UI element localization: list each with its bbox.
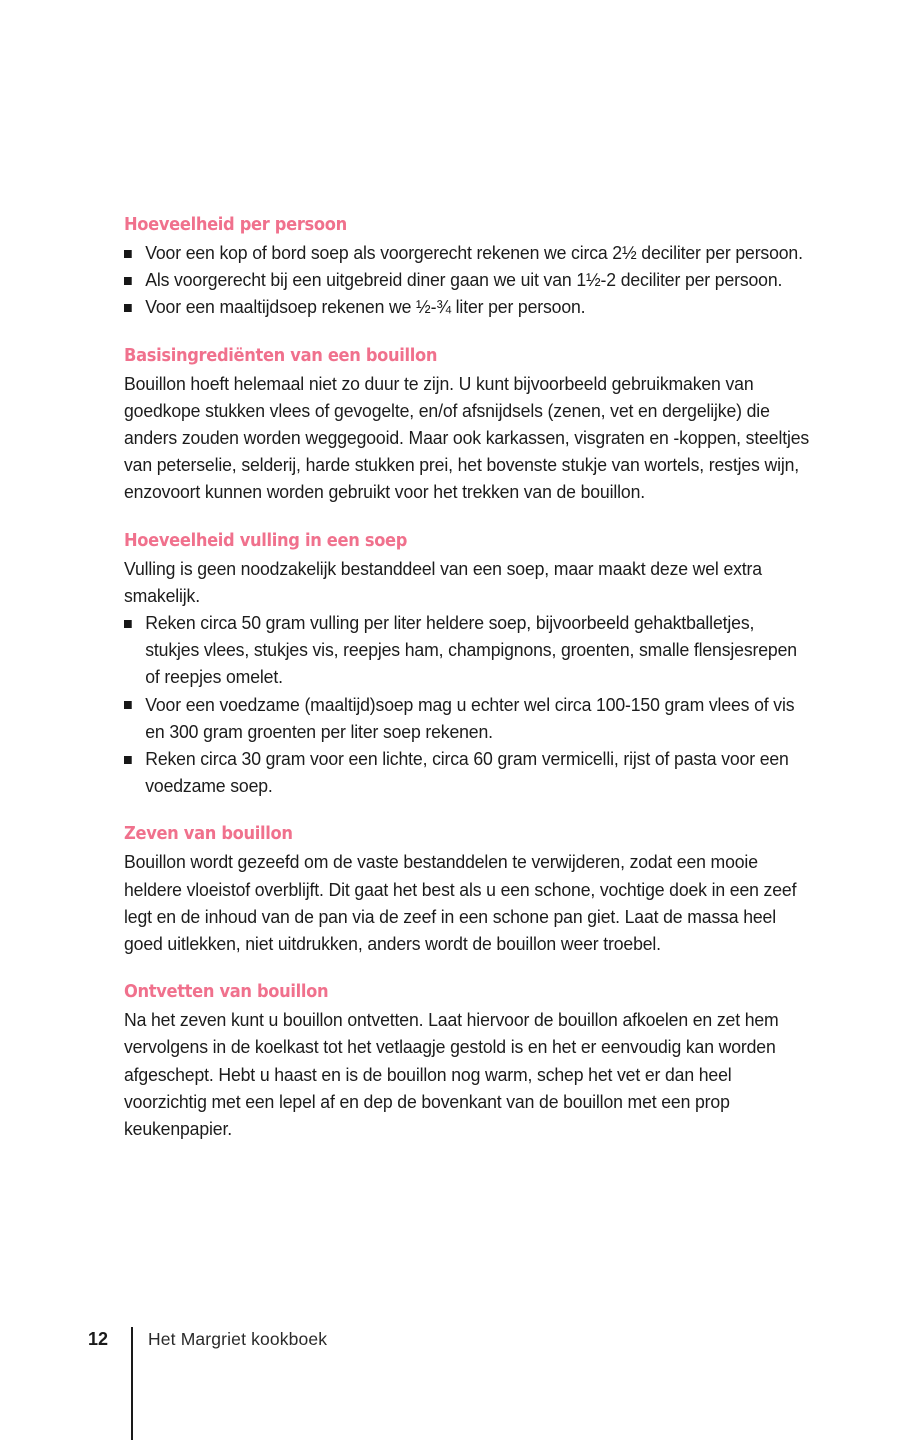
list-item <box>124 691 810 745</box>
paragraph: Na het zeven kunt u bouillon ontvetten. Laat hiervoor de bouillon afkoelen en zet hem vervolgens in de koelkast tot het vetlaagje gestold is en het er eenvoudig kan worden afgeschept. Hebt u haast en is de bouillon nog warm, schep het vet er dan heel voorzichtig met een lepel af en dep de bovenkant van de bouillon met een prop keukenpapier. <box>124 1009 779 1140</box>
page-number: 12 <box>88 1329 109 1349</box>
bullet-list <box>124 239 810 321</box>
section-heading: Hoeveelheid vulling in een soep <box>124 530 408 551</box>
square-bullet-icon <box>124 304 132 312</box>
footer-divider <box>131 1327 133 1440</box>
section-heading: Ontvetten van bouillon <box>124 982 329 1003</box>
paragraph: Bouillon wordt gezeefd om de vaste bestanddelen te verwijderen, zodat een mooie heldere vloeistof overblijft. Dit gaat het best als u een schone, vochtige doek in een zeef legt en de inhoud van de pan via de zeef in een schone pan giet. Laat de massa heel goed uitlekken, niet uitdrukken, anders wordt de bouillon weer troebel. <box>124 851 797 955</box>
section-hoeveelheid-per-persoon <box>124 214 810 321</box>
section-heading: Zeven van bouillon <box>124 824 293 845</box>
square-bullet-icon <box>124 701 132 709</box>
list-item <box>124 239 810 266</box>
list-item-text: Voor een maaltijdsoep rekenen we ½-¾ liter per persoon. <box>145 296 586 318</box>
paragraph: Vulling is geen noodzakelijk bestanddeel van een soep, maar maakt deze wel extra smakelijk. <box>124 557 762 606</box>
section-ontvetten-van-bouillon <box>124 981 810 1142</box>
square-bullet-icon <box>124 250 132 258</box>
list-item-text: Voor een voedzame (maaltijd)soep mag u echter wel circa 100-150 gram vlees of vis en 300 gram groenten per liter soep rekenen. <box>145 693 795 742</box>
list-item <box>124 293 810 320</box>
book-title: Het Margriet kookboek <box>148 1329 328 1349</box>
bullet-list <box>124 609 810 799</box>
section-basisingredienten-van-een-bouillon <box>124 345 810 506</box>
section-heading: Hoeveelheid per persoon <box>124 215 347 235</box>
list-item-text: Voor een kop of bord soep als voorgerecht rekenen we circa 2½ deciliter per persoon. <box>145 242 803 263</box>
paragraph: Bouillon hoeft helemaal niet zo duur te zijn. U kunt bijvoorbeeld gebruikmaken van goedkope stukken vlees of gevogelte, en/of afsnijdsels (zenen, vet en dergelijke) die anders zouden worden weggegooid. Maar ook karkassen, visgraten en -koppen, steeltjes van peterselie, selderij, harde stukken prei, het bovenste stukje van wortels, restjes wijn, enzovoort kunnen worden gebruikt voor het trekken van de bouillon. <box>124 372 810 503</box>
list-item <box>124 609 810 691</box>
square-bullet-icon <box>124 277 132 285</box>
page-footer <box>88 1327 122 1351</box>
square-bullet-icon <box>124 756 132 764</box>
list-item-text: Reken circa 30 gram voor een lichte, circa 60 gram vermicelli, rijst of pasta voor een voedzame soep. <box>145 748 789 797</box>
list-item-text: Reken circa 50 gram vulling per liter heldere soep, bijvoorbeeld gehaktballetjes, stukjes vlees, stukjes vis, reepjes ham, champignons, groenten, smalle flensjesrepen of reepjes omelet. <box>145 612 797 688</box>
page-content <box>124 214 810 1142</box>
section-heading: Basisingrediënten van een bouillon <box>124 345 438 366</box>
square-bullet-icon <box>124 620 132 628</box>
list-item <box>124 266 810 293</box>
list-item-text: Als voorgerecht bij een uitgebreid diner gaan we uit van 1½-2 deciliter per persoon. <box>145 269 783 291</box>
section-hoeveelheid-vulling-in-een-soep <box>124 530 810 800</box>
list-item <box>124 745 810 799</box>
section-zeven-van-bouillon <box>124 823 810 957</box>
